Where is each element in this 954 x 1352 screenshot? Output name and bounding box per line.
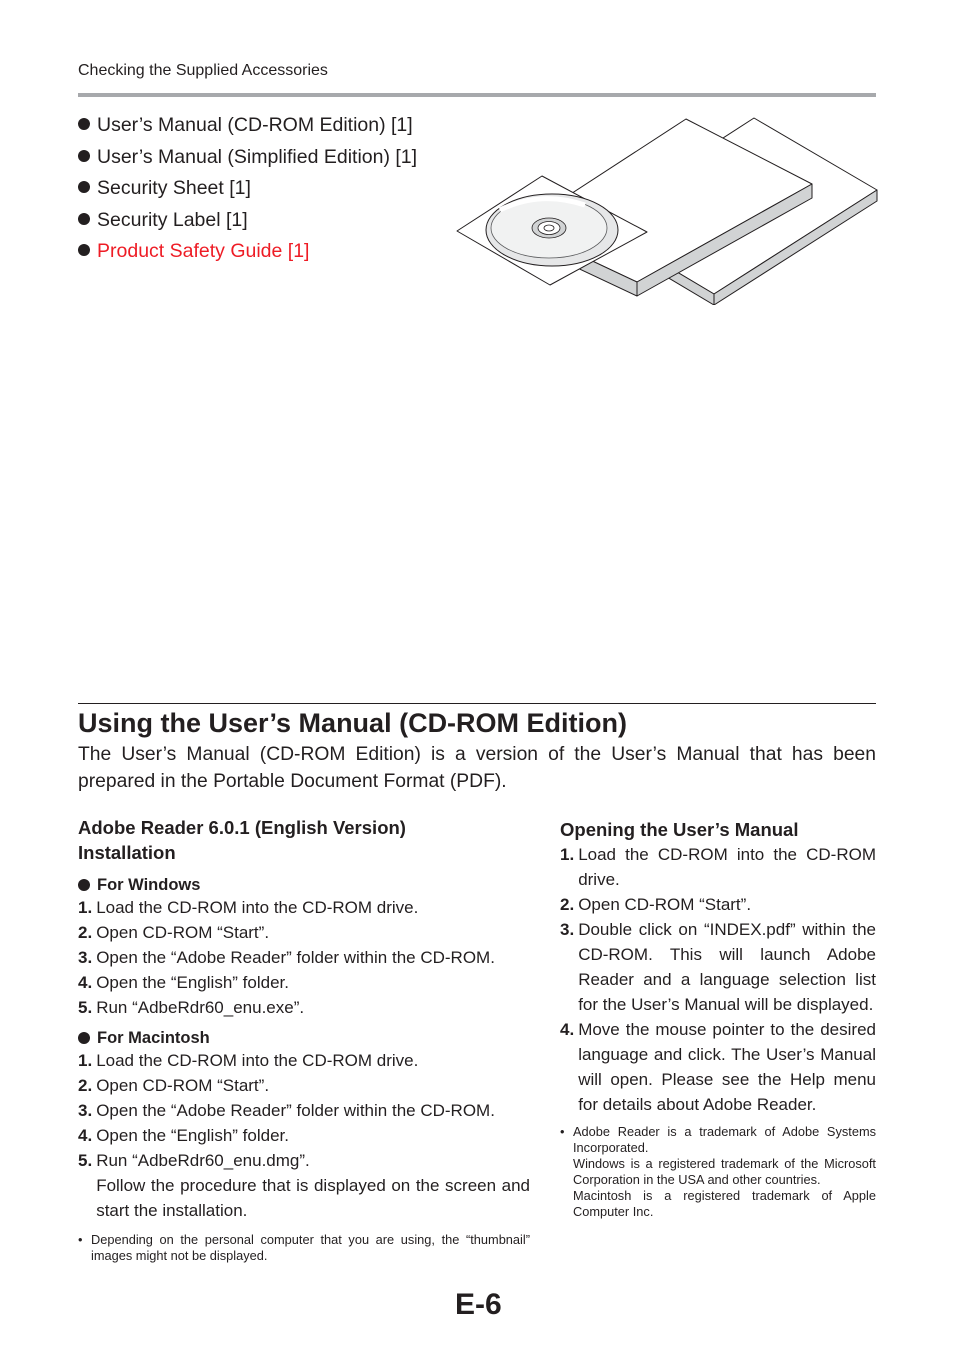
windows-steps <box>78 895 530 1020</box>
opening-steps <box>560 842 876 1117</box>
thumbnail-note: • Depending on the personal computer that you are using, the “thumbnail” images might not be displayed. <box>78 1232 530 1263</box>
step-item: 1. Load the CD-ROM into the CD-ROM drive. <box>78 898 419 917</box>
accessory-item: Security Label [1] <box>78 207 417 239</box>
trademark-macintosh: Macintosh is a registered trademark of Apple Computer Inc. <box>573 1188 876 1219</box>
trademark-adobe: Adobe Reader is a trademark of Adobe Systems Incorporated. <box>573 1124 876 1155</box>
accessory-item: Security Sheet [1] <box>78 175 417 207</box>
accessories-illustration <box>455 115 880 305</box>
step-item: 3. Open the “Adobe Reader” folder within the CD-ROM. <box>78 948 495 967</box>
step-item: 1. Load the CD-ROM into the CD-ROM drive. <box>78 1051 419 1070</box>
install-column <box>78 815 530 1264</box>
step-continuation: Follow the procedure that is displayed on the screen and start the installation. <box>96 1176 530 1220</box>
page-number: E-6 <box>455 1288 502 1321</box>
bullet-icon <box>78 213 90 225</box>
windows-heading: For Windows <box>78 875 530 895</box>
bullet-icon <box>78 879 90 891</box>
trademark-windows: Windows is a registered trademark of the Microsoft Corporation in the USA and other countries. <box>573 1156 876 1187</box>
step-item: 4. Open the “English” folder. <box>78 1126 289 1145</box>
opening-heading: Opening the User’s Manual <box>560 819 799 840</box>
accessory-item: User’s Manual (CD-ROM Edition) [1] <box>78 112 417 144</box>
macintosh-heading: For Macintosh <box>78 1028 530 1048</box>
bullet-icon <box>78 181 90 193</box>
step-item: 4. Open the “English” folder. <box>78 973 289 992</box>
accessory-item: User’s Manual (Simplified Edition) [1] <box>78 144 417 176</box>
bullet-icon <box>78 150 90 162</box>
trademark-note: • Adobe Reader is a trademark of Adobe Systems Incorporated. Windows is a registered trademark of the Microsoft Corporation in the USA and other countries. Macintosh is a registered trademark of Apple Computer Inc. <box>560 1124 876 1219</box>
bullet-icon <box>78 1032 90 1044</box>
section-intro: The User’s Manual (CD-ROM Edition) is a version of the User’s Manual that has been prepared in the Portable Document Format (PDF). <box>78 744 876 792</box>
bullet-icon <box>78 244 90 256</box>
accessories-list <box>78 112 417 270</box>
step-item: 3. Open the “Adobe Reader” folder within the CD-ROM. <box>78 1101 495 1120</box>
accessory-item-highlighted: Product Safety Guide [1] <box>78 238 417 270</box>
cd-disc-icon <box>486 194 618 266</box>
step-item: 5. Run “AdbeRdr60_enu.exe”. <box>78 998 305 1017</box>
step-item: 2. Open CD-ROM “Start”. <box>78 1076 270 1095</box>
running-header: Checking the Supplied Accessories <box>78 62 328 79</box>
step-item: 1. Load the CD-ROM into the CD-ROM drive. <box>560 845 876 889</box>
header-rule <box>78 93 876 97</box>
step-item: 2. Open CD-ROM “Start”. <box>78 923 270 942</box>
step-item: 4. Move the mouse pointer to the desired language and click. The User’s Manual will open. Please see the Help menu for details about Adobe Reader. <box>560 1020 876 1114</box>
opening-column <box>560 817 876 1220</box>
step-item: 2. Open CD-ROM “Start”. <box>560 895 752 914</box>
step-item: 3. Double click on “INDEX.pdf” within the CD-ROM. This will launch Adobe Reader and a language selection list for the User’s Manual will be displayed. <box>560 920 876 1014</box>
step-item: 5. Run “AdbeRdr60_enu.dmg”. Follow the procedure that is displayed on the screen and start the installation. <box>78 1148 530 1223</box>
bullet-icon <box>78 118 90 130</box>
section-title: Using the User’s Manual (CD-ROM Edition) <box>78 708 628 738</box>
macintosh-steps <box>78 1048 530 1223</box>
install-heading: Adobe Reader 6.0.1 (English Version) Installation <box>78 817 406 863</box>
section-rule <box>78 703 876 704</box>
